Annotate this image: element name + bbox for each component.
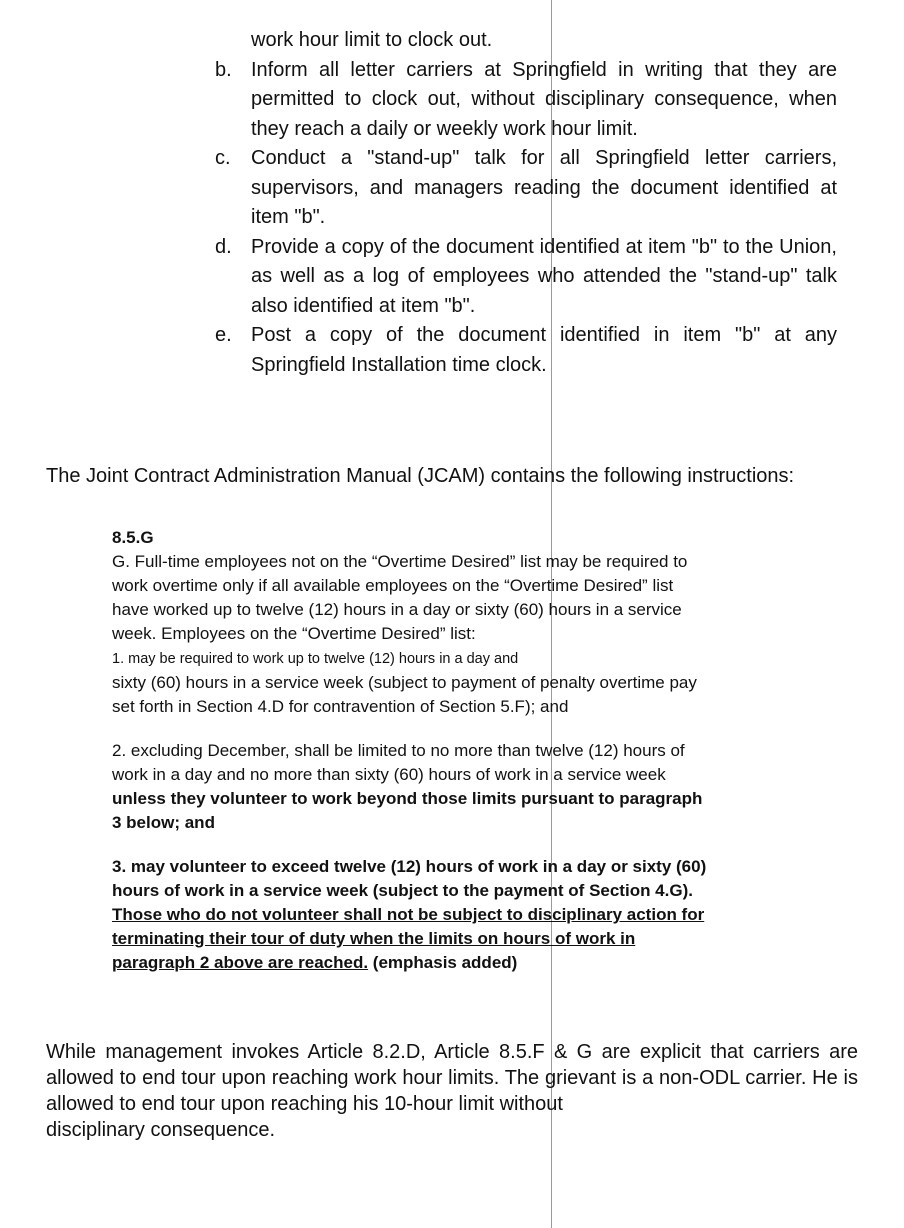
- closing-paragraph: [46, 1039, 858, 1143]
- paragraph-2-plain: 2. excluding December, shall be limited to no more than twelve (12) hours of work in a day and no more than sixty (60) hours of work in a service week: [112, 741, 685, 784]
- list-item-c: [215, 144, 837, 233]
- paragraph-1-first-line: 1. may be required to work up to twelve (12) hours in a day and: [112, 651, 519, 667]
- closing-body: While management invokes Article 8.2.D, Article 8.5.F & G are explicit that carriers are allowed to end tour upon reaching work hour limits. The grievant is a non-ODL carrier. He is allowed to end tour upon reaching his 10-hour limit without: [46, 1041, 858, 1115]
- list-letter: e.: [215, 324, 232, 346]
- paragraph-2-bold: unless they volunteer to work beyond those limits pursuant to paragraph 3 below; and: [112, 789, 703, 832]
- list-item-d: [215, 233, 837, 322]
- remedy-list: [215, 26, 837, 380]
- list-text: Conduct a "stand-up" talk for all Springfield letter carriers, supervisors, and managers reading the document identified at item "b".: [251, 147, 837, 228]
- list-item-e: [215, 321, 837, 380]
- list-letter: b.: [215, 58, 232, 81]
- closing-last-line: disciplinary consequence.: [46, 1119, 276, 1141]
- paragraph-2: [112, 739, 712, 835]
- paragraph-3: [112, 855, 712, 975]
- paragraph-1: [112, 646, 712, 719]
- list-text: Provide a copy of the document identified at item "b" to the Union, as well as a log of employees who attended the "stand-up" talk also identified at item "b".: [251, 235, 837, 317]
- section-g-text: G. Full-time employees not on the “Overtime Desired” list may be required to work overtime only if all available employees on the “Overtime Desired” list have worked up to twelve (12) hours in a day or sixty (60) hours in a service week. Employees on the “Overtime Desired” list:: [112, 552, 688, 643]
- list-text: Inform all letter carriers at Springfield in writing that they are permitted to clock out, without disciplinary consequence, when they reach a daily or weekly work hour limit.: [251, 58, 837, 140]
- list-text: Post a copy of the document identified in item "b" at any Springfield Installation time clock.: [251, 324, 837, 376]
- list-item-b: [215, 56, 837, 145]
- paragraph-3-underlined: Those who do not volunteer shall not be subject to disciplinary action for terminating their tour of duty when the limits on hours of work in paragraph 2 above are reached.: [112, 905, 705, 972]
- list-continuation: work hour limit to clock out.: [251, 29, 493, 51]
- list-letter: c.: [215, 147, 231, 169]
- paragraph-1-rest: sixty (60) hours in a service week (subject to payment of penalty overtime pay set forth in Section 4.D for contravention of Section 5.F); and: [112, 673, 697, 716]
- paragraph-3-tail: (emphasis added): [368, 953, 518, 972]
- list-letter: d.: [215, 235, 232, 258]
- section-heading: 8.5.G: [112, 528, 154, 547]
- jcam-intro-paragraph: The Joint Contract Administration Manual (JCAM) contains the following instructions:: [46, 465, 795, 487]
- jcam-quotation: [112, 526, 712, 975]
- paragraph-3-bold: 3. may volunteer to exceed twelve (12) hours of work in a day or sixty (60) hours of work in a service week (subject to the payment of Section 4.G).: [112, 857, 707, 900]
